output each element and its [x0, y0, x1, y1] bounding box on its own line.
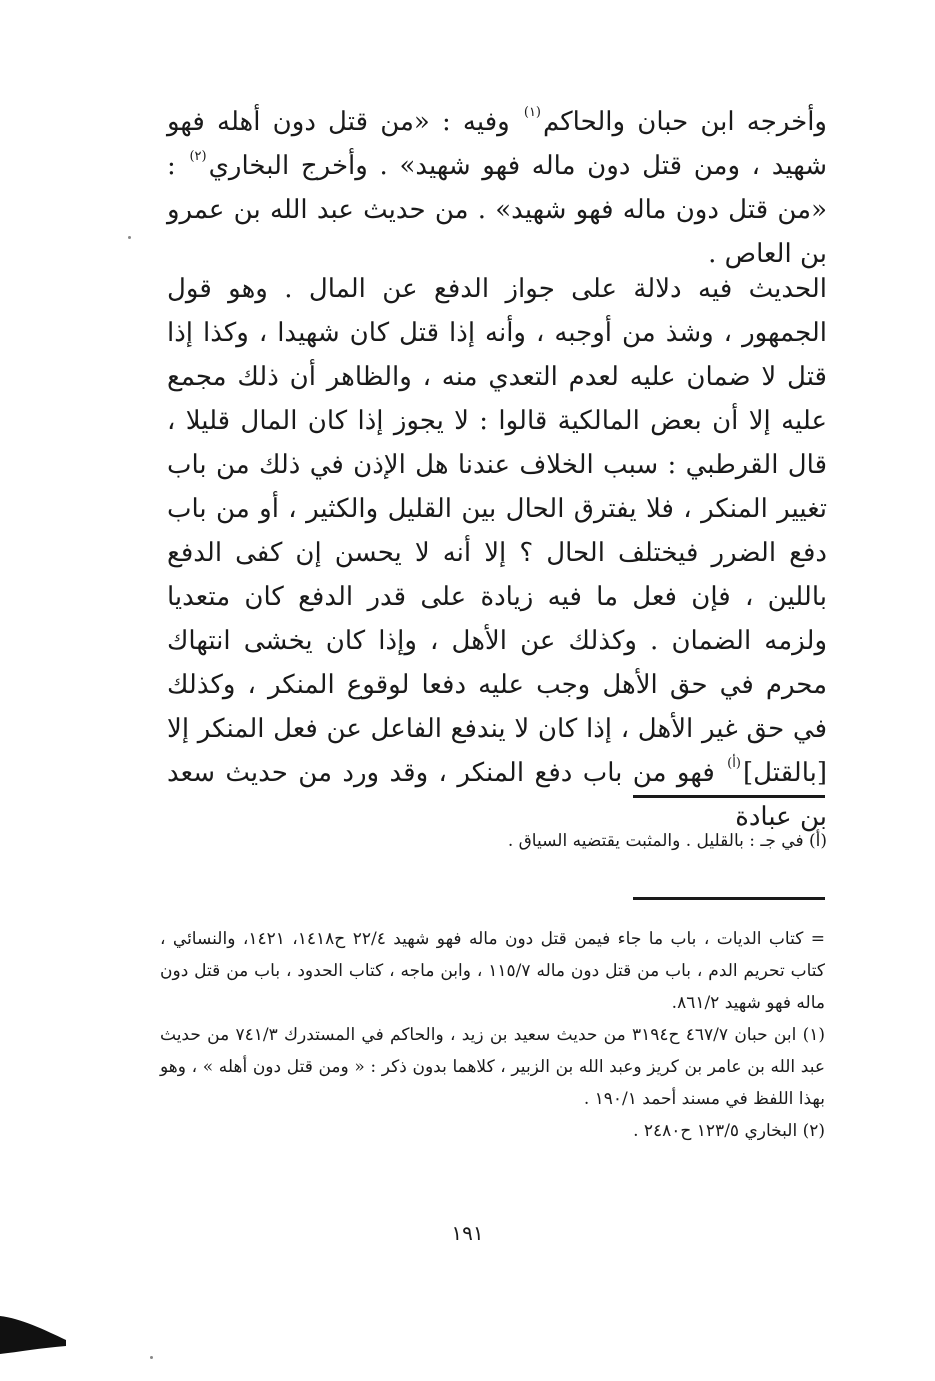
paragraph-1-text-b: وفيه : «من قتل دون أهله فهو شهيد ، ومن قتل دون ماله فهو شهيد» . وأخرج البخاري	[167, 107, 827, 181]
footnote-marker: (١)	[802, 1025, 825, 1045]
paragraph-1-text-a: وأخرجه ابن حبان والحاكم	[543, 107, 827, 137]
footnote-marker: (٢)	[802, 1121, 825, 1141]
page-number: ١٩١	[451, 1221, 484, 1245]
variant-note-text: (أ) في جـ : بالقليل . والمثبت يقتضيه السياق .	[507, 831, 827, 851]
scan-speck	[128, 236, 131, 239]
footnote-separator-rule	[633, 795, 825, 798]
paragraph-2-text-b: فهو من باب دفع المنكر ، وقد ورد من حديث سعد بن عبادة	[167, 758, 827, 832]
footnotes-list	[160, 923, 825, 1147]
paragraph-2	[167, 267, 827, 839]
variant-ref-a[interactable]: (أ)	[727, 756, 741, 771]
footnote-ref-1[interactable]: (١)	[523, 105, 541, 120]
paragraph-1	[167, 100, 827, 276]
footnote-text: البخاري ١٢٣/٥ ح٢٤٨٠ .	[633, 1121, 798, 1141]
scan-speck	[150, 1356, 153, 1359]
footnote-2	[160, 1115, 825, 1147]
scan-smudge-mark	[0, 1312, 80, 1362]
footnote-separator-rule	[633, 897, 825, 900]
footnote-1	[160, 1019, 825, 1115]
variant-note	[167, 825, 827, 857]
footnote-continued	[160, 923, 825, 1019]
footnote-marker: =	[810, 929, 825, 949]
paragraph-2-text-a: الحديث فيه دلالة على جواز الدفع عن المال . وهو قول الجمهور ، وشذ من أوجبه ، وأنه إذا قتل كان شهيدا ، وكذا إذا قتل لا ضمان عليه لعدم التعدي منه ، والظاهر أن ذلك مجمع عليه إلا أن بعض المالكية قالوا : لا يجوز إذا كان المال قليلا ، قال القرطبي : سبب الخلاف عندنا هل الإذن في ذلك من باب تغيير المنكر ، فلا يفترق الحال بين القليل والكثير ، أو من باب دفع الضرر فيختلف الحال ؟ إلا أنه لا يحسن إن كفى الدفع باللين ، فإن فعل ما فيه زيادة على قدر الدفع كان متعديا ولزمه الضمان . وكذلك عن الأهل ، وإذا كان يخشى انتهاك محرم في حق الأهل وجب عليه دفعا لوقوع المنكر ، وكذلك في حق غير الأهل ، إذا كان لا يندفع الفاعل عن فعل المنكر إلا [بالقتل]	[167, 274, 827, 788]
footnote-text: ابن حبان ٤٦٧/٧ ح٣١٩٤ من حديث سعيد بن زيد ، والحاكم في المستدرك ٧٤١/٣ من حديث عبد الله بن عامر بن كريز وعبد الله بن الزبير ، كلاهما بدون ذكر : « ومن قتل دون أهله » ، وهو بهذا اللفظ في مسند أحمد ١٩٠/١ .	[160, 1025, 825, 1109]
footnote-text: كتاب الديات ، باب ما جاء فيمن قتل دون ماله فهو شهيد ٢٢/٤ ح١٤١٨، ١٤٢١، والنسائي ، كتاب تحريم الدم ، باب من قتل دون ماله ١١٥/٧ ، وابن ماجه ، كتاب الحدود ، باب من قتل دون ماله فهو شهيد ٨٦١/٢.	[160, 929, 826, 1013]
footnote-ref-2[interactable]: (٢)	[189, 149, 207, 164]
paragraph-1-text-c: : «من قتل دون ماله فهو شهيد» . من حديث عبد الله بن عمرو بن العاص .	[167, 151, 827, 269]
